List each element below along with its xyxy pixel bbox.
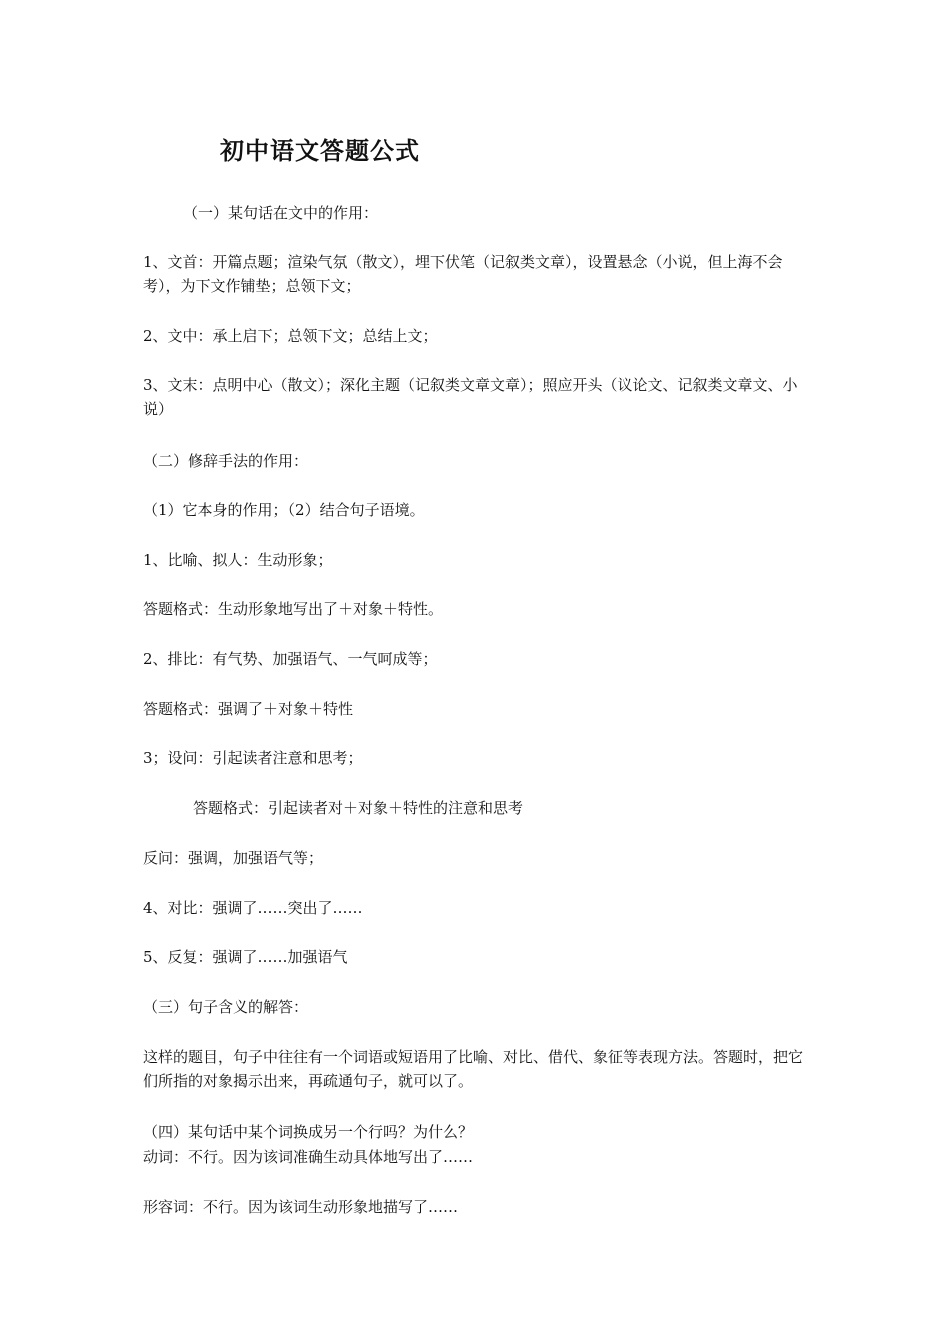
section-3-heading: （三）句子含义的解答： xyxy=(143,998,309,1016)
section-4-adjective: 形容词：不行。因为该词生动形象地描写了…… xyxy=(143,1198,459,1216)
section-2-intro: （1）它本身的作用；（2）结合句子语境。 xyxy=(143,501,425,519)
section-1-item-1: 1、文首：开篇点题；渲染气氛（散文），埋下伏笔（记叙类文章），设置悬念（小说，但上海不会考），为下文作铺垫；总领下文； xyxy=(143,253,783,295)
section-2-heading: （二）修辞手法的作用： xyxy=(143,452,309,470)
section-1-heading: （一）某句话在文中的作用： xyxy=(183,204,379,222)
section-2-item-2: 2、排比：有气势、加强语气、一气呵成等； xyxy=(143,650,438,668)
section-2-item-4: 4、对比：强调了……突出了…… xyxy=(143,899,363,917)
section-2-item-1-format: 答题格式：生动形象地写出了＋对象＋特性。 xyxy=(143,600,444,618)
section-2-item-3-rhetorical: 反问：强调，加强语气等； xyxy=(143,849,324,867)
section-4-verb: 动词：不行。因为该词准确生动具体地写出了…… xyxy=(143,1148,474,1166)
section-1-item-3: 3、文末：点明中心（散文）；深化主题（记叙类文章文章）；照应开头（议论文、记叙类文章文、小说） xyxy=(143,376,798,418)
section-4-heading: （四）某句话中某个词换成另一个行吗？为什么？ xyxy=(143,1123,474,1141)
section-2-item-2-format: 答题格式：强调了＋对象＋特性 xyxy=(143,700,354,718)
section-2-item-3-format: 答题格式：引起读者对＋对象＋特性的注意和思考 xyxy=(193,799,524,817)
section-2-item-5: 5、反复：强调了……加强语气 xyxy=(143,948,348,966)
section-2-item-1: 1、比喻、拟人：生动形象； xyxy=(143,551,333,569)
section-1-item-2: 2、文中：承上启下；总领下文；总结上文； xyxy=(143,327,438,345)
document-title: 初中语文答题公式 xyxy=(220,137,420,165)
section-2-item-3: 3；设问：引起读者注意和思考； xyxy=(143,749,363,767)
section-3-body: 这样的题目，句子中往往有一个词语或短语用了比喻、对比、借代、象征等表现方法。答题时，把它们所指的对象揭示出来，再疏通句子，就可以了。 xyxy=(143,1048,804,1090)
